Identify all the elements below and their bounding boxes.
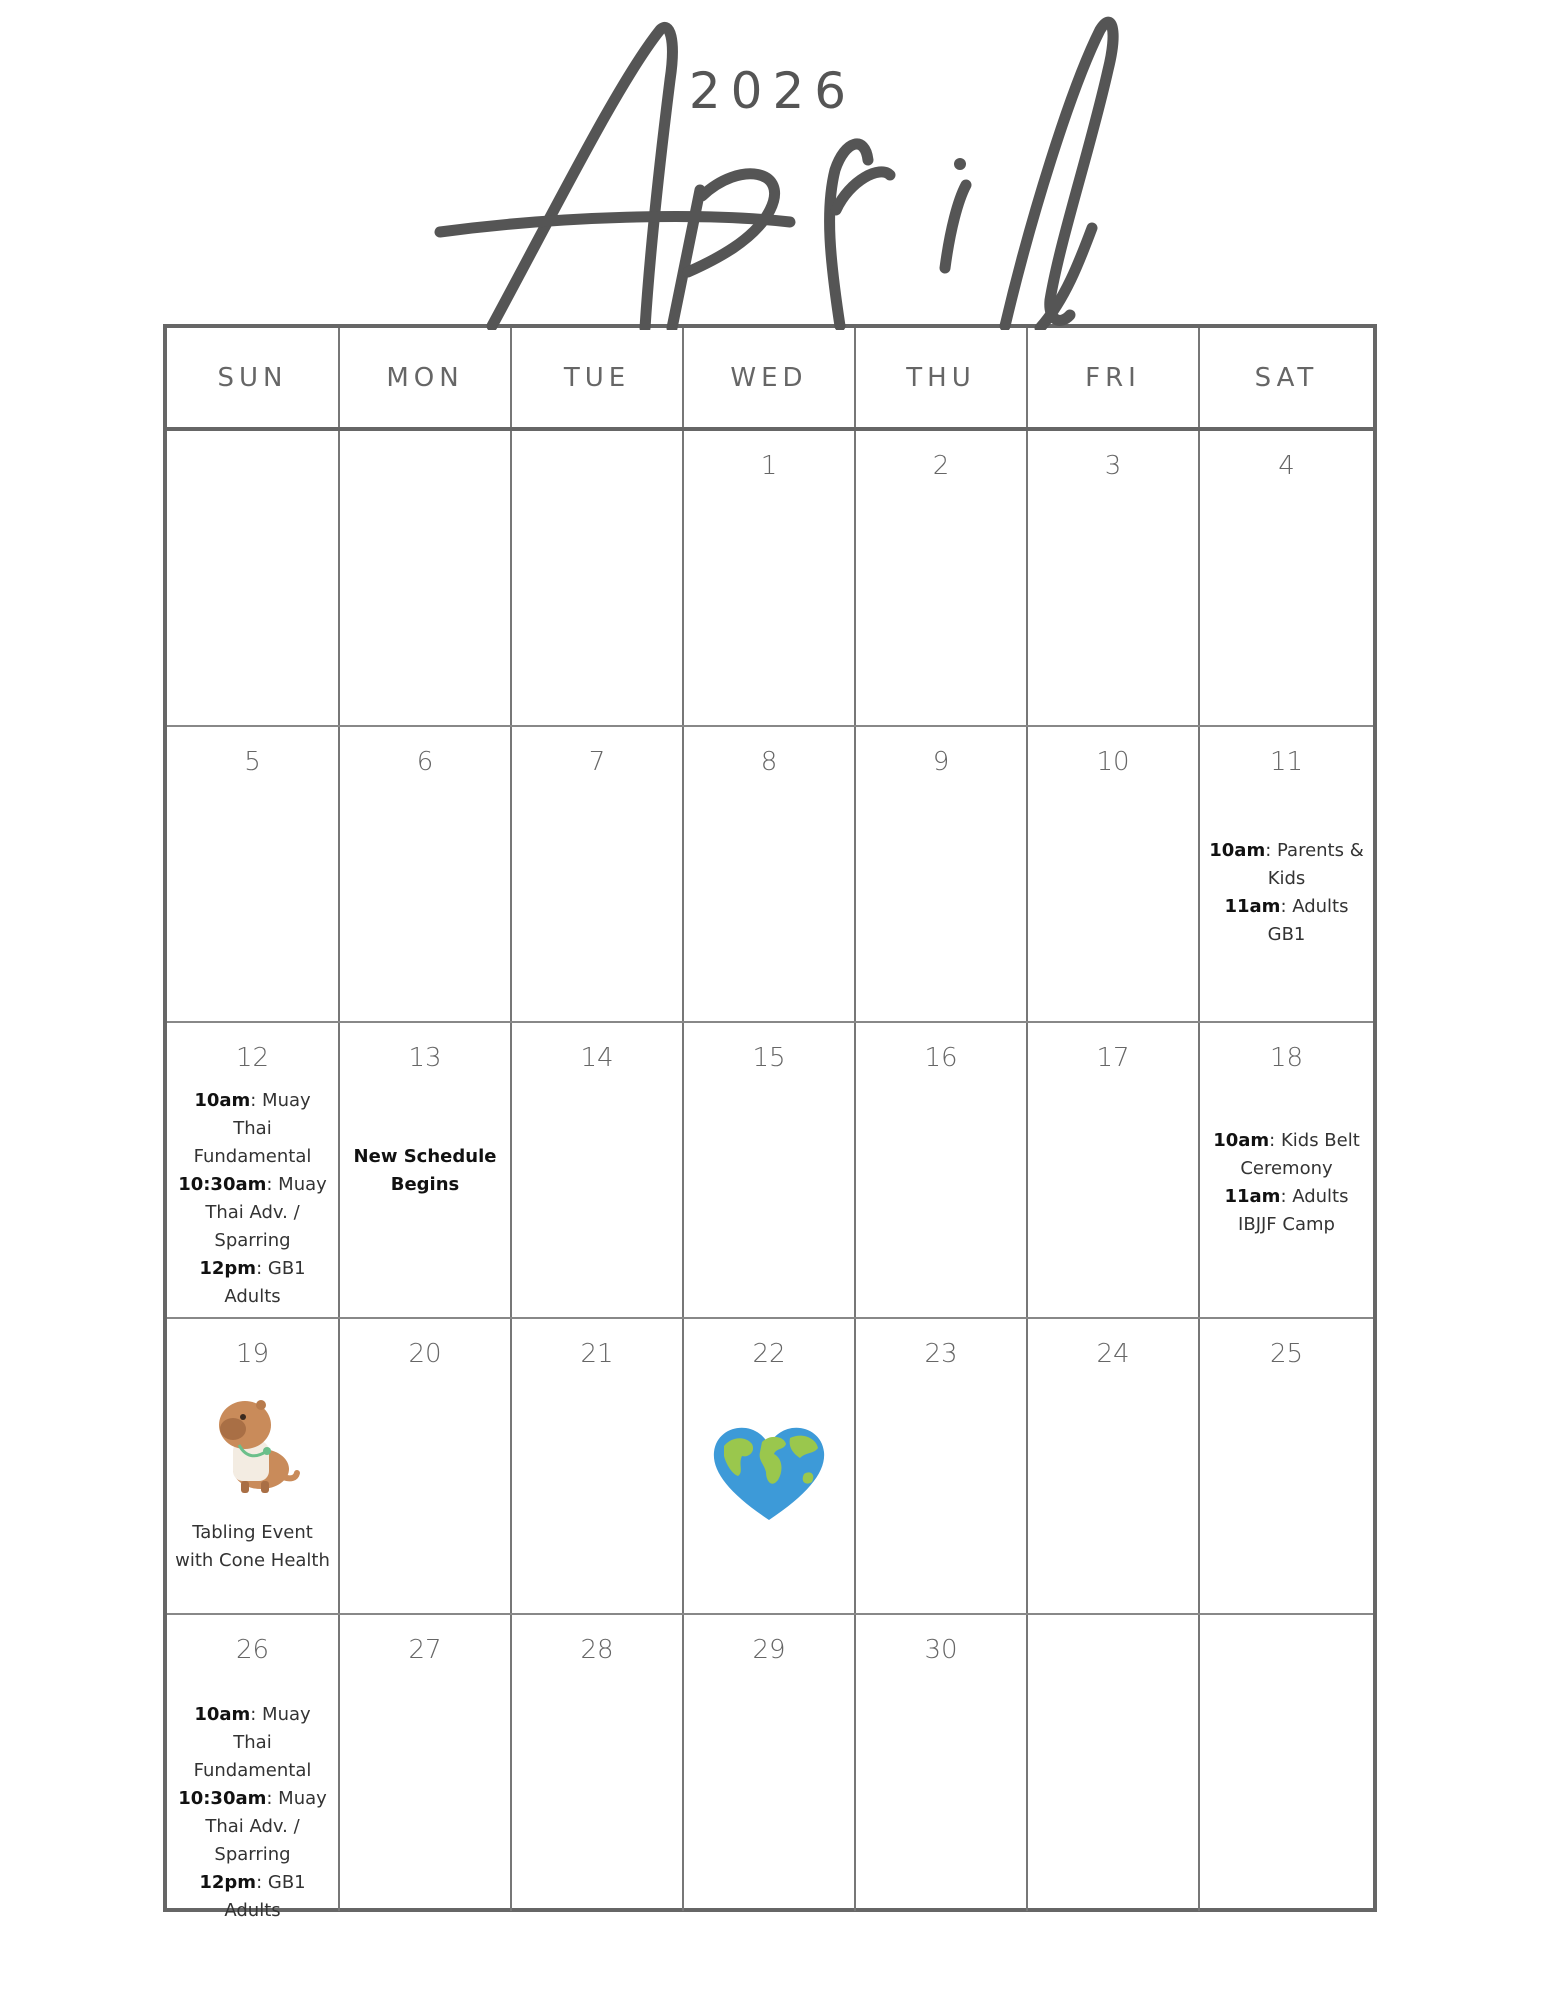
event-text: : Muay Thai Fundamental: [193, 1704, 312, 1781]
event-time: 10am: [194, 1704, 251, 1725]
day-cell-19: [167, 1319, 340, 1613]
day-cell-27: [340, 1615, 512, 1911]
day-cell-21: [512, 1319, 684, 1613]
day-cell-6: [340, 727, 512, 1021]
day-cell-10: [1028, 727, 1200, 1021]
day-cell-12: [167, 1023, 340, 1317]
event-text: : Muay Thai Adv. / Sparring: [205, 1788, 327, 1865]
weekday-header-row: [167, 328, 1373, 431]
event-text: : GB1 Adults: [224, 1872, 306, 1921]
day-cell-2: [856, 431, 1028, 725]
day-cell-20: [340, 1319, 512, 1613]
event-list: [173, 1087, 332, 1311]
day-number: 7: [588, 747, 606, 777]
day-cell-5: [167, 727, 340, 1021]
event-time: 12pm: [199, 1872, 257, 1893]
day-number: 13: [408, 1043, 442, 1073]
day-cell-28: [512, 1615, 684, 1911]
event-text: : Muay Thai Fundamental: [193, 1090, 312, 1167]
event-time: 10am: [194, 1090, 251, 1111]
day-number: 4: [1278, 451, 1295, 481]
event-text: : Kids Belt Ceremony: [1240, 1130, 1360, 1179]
day-number: 10: [1096, 747, 1130, 777]
day-cell-26: [167, 1615, 340, 1921]
weekday-wed: WED: [684, 328, 856, 427]
day-cell-1: [684, 431, 856, 725]
day-cell-18: [1200, 1023, 1373, 1317]
event-item: [173, 1255, 332, 1311]
day-cell-empty: [340, 431, 512, 725]
weekday-mon: MON: [340, 328, 512, 427]
weekday-tue: TUE: [512, 328, 684, 427]
day-cell-29: [684, 1615, 856, 1911]
event-item: [173, 1087, 332, 1171]
day-number: 15: [752, 1043, 786, 1073]
day-cell-4: [1200, 431, 1373, 725]
capybara-doctor-icon: [167, 1389, 338, 1504]
day-number: 3: [1104, 451, 1122, 481]
day-number: 20: [408, 1339, 442, 1369]
day-cell-empty: [512, 431, 684, 725]
day-number: 22: [752, 1339, 786, 1369]
day-number: 19: [235, 1339, 270, 1369]
new-schedule-note: New Schedule Begins: [353, 1146, 497, 1195]
day-number: 18: [1269, 1043, 1304, 1073]
event-item: [173, 1701, 332, 1785]
day-number: 11: [1269, 747, 1304, 777]
event-text: : Parents & Kids: [1265, 840, 1364, 889]
day-cell-11: [1200, 727, 1373, 1021]
event-time: 10am: [1209, 840, 1266, 861]
event-time: 11am: [1224, 896, 1281, 917]
day-number: 17: [1096, 1043, 1130, 1073]
event-text: : GB1 Adults: [224, 1258, 306, 1307]
week-row-5: [167, 1615, 1373, 1921]
event-list: [173, 1701, 332, 1925]
weekday-sat: SAT: [1254, 362, 1319, 393]
day-number: 2: [932, 451, 950, 481]
week-row-2: [167, 727, 1373, 1023]
event-list: [1206, 1127, 1367, 1239]
weekday-thu: THU: [856, 328, 1028, 427]
event-item: [1206, 1183, 1367, 1239]
day-cell-17: [1028, 1023, 1200, 1317]
event-time: 11am: [1224, 1186, 1281, 1207]
event-item: [1206, 837, 1367, 893]
event-item: [1206, 893, 1367, 949]
day-cell-24: [1028, 1319, 1200, 1613]
day-number: 8: [760, 747, 778, 777]
event-item: [173, 1171, 332, 1255]
day-cell-16: [856, 1023, 1028, 1317]
event-time: 10:30am: [178, 1174, 267, 1195]
day-number: 9: [932, 747, 950, 777]
day-number: 23: [924, 1339, 958, 1369]
day-number: 16: [924, 1043, 958, 1073]
day-number: 12: [235, 1043, 270, 1073]
day-cell-30: [856, 1615, 1028, 1911]
day-cell-empty: [167, 431, 340, 725]
month-calendar-grid: [163, 324, 1377, 1921]
day-number: 26: [235, 1635, 270, 1665]
week-row-4: [167, 1319, 1373, 1615]
day-number: 27: [408, 1635, 442, 1665]
event-item: [1206, 1127, 1367, 1183]
day-number: 6: [416, 747, 434, 777]
day-number: 28: [580, 1635, 614, 1665]
day-cell-3: [1028, 431, 1200, 725]
tabling-event-text: Tabling Event with Cone Health: [175, 1522, 330, 1571]
weekday-fri: FRI: [1028, 328, 1200, 427]
event-time: 12pm: [199, 1258, 257, 1279]
weekday-sun: SUN: [167, 328, 340, 427]
earth-heart-icon: [684, 1424, 854, 1529]
day-number: 24: [1096, 1339, 1130, 1369]
event-list: [1206, 837, 1367, 949]
day-number: 25: [1269, 1339, 1304, 1369]
week-row-1: [167, 431, 1373, 727]
day-number: 29: [752, 1635, 786, 1665]
event-text: : Muay Thai Adv. / Sparring: [205, 1174, 327, 1251]
day-cell-25: [1200, 1319, 1373, 1613]
day-number: 21: [580, 1339, 614, 1369]
event-text: : Adults IBJJF Camp: [1238, 1186, 1349, 1235]
day-cell-9: [856, 727, 1028, 1021]
day-cell-23: [856, 1319, 1028, 1613]
day-cell-14: [512, 1023, 684, 1317]
year-label: 2026: [688, 62, 857, 120]
day-cell-13: [340, 1023, 512, 1317]
day-cell-8: [684, 727, 856, 1021]
calendar-header: [0, 0, 1545, 330]
day-cell-7: [512, 727, 684, 1021]
event-item: [173, 1869, 332, 1925]
day-number: 1: [760, 451, 778, 481]
day-cell-empty: [1028, 1615, 1200, 1911]
event-item: [173, 1785, 332, 1869]
week-row-3: [167, 1023, 1373, 1319]
day-cell-empty: [1200, 1615, 1373, 1911]
month-script-title: [0, 0, 1545, 330]
event-time: 10:30am: [178, 1788, 267, 1809]
day-number: 30: [924, 1635, 958, 1665]
day-number: 5: [244, 747, 261, 777]
day-cell-22: [684, 1319, 856, 1613]
event-text: : Adults GB1: [1267, 896, 1349, 945]
day-number: 14: [580, 1043, 614, 1073]
day-cell-15: [684, 1023, 856, 1317]
event-time: 10am: [1213, 1130, 1270, 1151]
